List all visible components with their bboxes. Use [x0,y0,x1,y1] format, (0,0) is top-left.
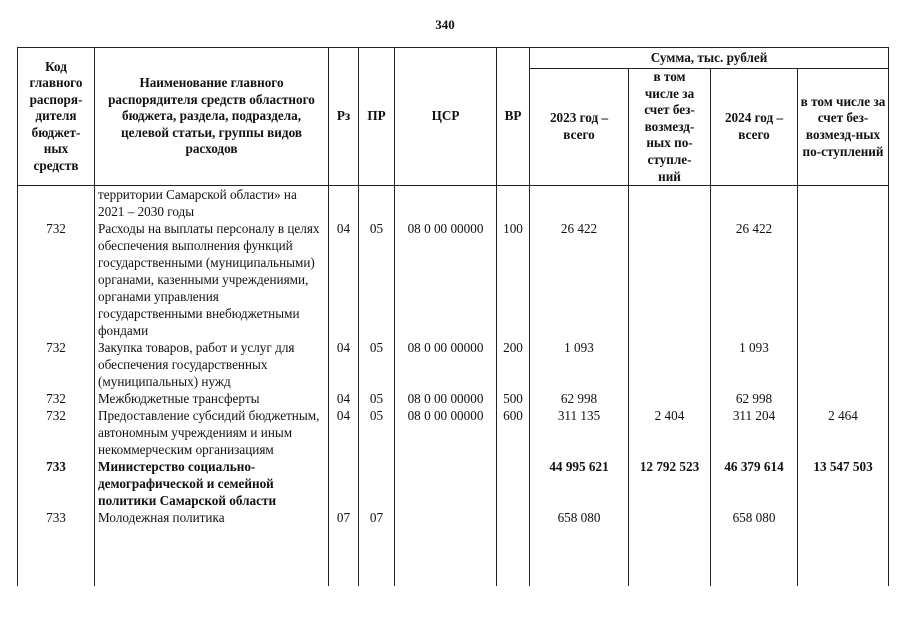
row-2023-total: 26 422 [530,220,629,339]
budget-table [17,47,889,586]
row-2024-free [798,339,889,390]
filler-cell [95,526,329,586]
filler-cell [798,526,889,586]
row-2023-free [629,390,711,407]
row-name: Предоставление субсидий бюджетным, автономным учреждениям и иным некоммерческим организациям [95,407,329,458]
row-rz: 07 [329,509,359,526]
row-pr: 05 [359,390,395,407]
filler-cell [711,526,798,586]
table-row [18,220,889,339]
row-csr [395,186,497,221]
row-2023-total: 1 093 [530,339,629,390]
row-2023-total [530,186,629,221]
row-2023-total: 44 995 621 [530,458,629,509]
row-2024-free: 13 547 503 [798,458,889,509]
row-vr: 100 [497,220,530,339]
table-body [18,186,889,587]
row-csr: 08 0 00 00000 [395,220,497,339]
row-pr: 05 [359,407,395,458]
row-name: Закупка товаров, работ и услуг для обеспечения государственных (муниципальных) нужд [95,339,329,390]
filler-cell [329,526,359,586]
page-number: 340 [435,17,455,32]
row-2024-total: 46 379 614 [711,458,798,509]
row-2024-total: 26 422 [711,220,798,339]
row-code [18,186,95,221]
row-2023-free [629,509,711,526]
header-2024-total: 2024 год – всего [711,69,798,186]
row-vr [497,509,530,526]
filler-cell [497,526,530,586]
header-rz: Рз [329,48,359,186]
header-sum-title: Сумма, тыс. рублей [530,48,889,69]
header-code: Код главного распоря-дителя бюджет-ных средств [18,48,95,186]
row-vr: 600 [497,407,530,458]
row-rz [329,186,359,221]
header-csr: ЦСР [395,48,497,186]
row-vr: 500 [497,390,530,407]
filler-cell [629,526,711,586]
row-csr: 08 0 00 00000 [395,390,497,407]
row-rz: 04 [329,339,359,390]
row-rz: 04 [329,220,359,339]
row-csr [395,458,497,509]
table-row [18,458,889,509]
row-name: территории Самарской области» на 2021 – 2030 годы [95,186,329,221]
row-2024-free [798,390,889,407]
row-code: 732 [18,220,95,339]
filler-cell [359,526,395,586]
header-pr: ПР [359,48,395,186]
table-row [18,339,889,390]
row-pr: 05 [359,339,395,390]
row-vr: 200 [497,339,530,390]
row-vr [497,186,530,221]
row-2023-free [629,339,711,390]
row-2023-free [629,220,711,339]
header-2023-total: 2023 год – всего [530,69,629,186]
row-2024-total: 1 093 [711,339,798,390]
row-2024-free [798,509,889,526]
row-csr: 08 0 00 00000 [395,407,497,458]
row-code: 733 [18,509,95,526]
row-pr [359,458,395,509]
table-filler-row [18,526,889,586]
row-pr: 07 [359,509,395,526]
row-2024-free [798,186,889,221]
header-2024-free: в том числе за счет без-возмезд-ных по-ступлений [798,69,889,186]
row-rz: 04 [329,390,359,407]
header-vr: ВР [497,48,530,186]
row-2024-free: 2 464 [798,407,889,458]
filler-cell [530,526,629,586]
table-row [18,186,889,221]
row-csr [395,509,497,526]
row-2023-free [629,186,711,221]
row-pr: 05 [359,220,395,339]
row-rz [329,458,359,509]
row-csr: 08 0 00 00000 [395,339,497,390]
table-row [18,390,889,407]
row-2024-total [711,186,798,221]
row-vr [497,458,530,509]
row-2024-free [798,220,889,339]
row-2023-free: 2 404 [629,407,711,458]
table-row [18,509,889,526]
row-2024-total: 658 080 [711,509,798,526]
row-name: Министерство социально-демографической и семейной политики Самарской области [95,458,329,509]
table-row [18,407,889,458]
filler-cell [18,526,95,586]
row-2023-total: 62 998 [530,390,629,407]
row-code: 733 [18,458,95,509]
header-name: Наименование главного распорядителя средств областного бюджета, раздела, подраздела, целевой статьи, группы видов расходов [95,48,329,186]
row-code: 732 [18,407,95,458]
row-2023-free: 12 792 523 [629,458,711,509]
row-2023-total: 658 080 [530,509,629,526]
row-name: Молодежная политика [95,509,329,526]
row-2023-total: 311 135 [530,407,629,458]
row-2024-total: 311 204 [711,407,798,458]
row-code: 732 [18,390,95,407]
row-code: 732 [18,339,95,390]
row-pr [359,186,395,221]
header-2023-free: в том числе за счет без-возмезд-ных по-ступле-ний [629,69,711,186]
row-2024-total: 62 998 [711,390,798,407]
filler-cell [395,526,497,586]
row-name: Расходы на выплаты персоналу в целях обеспечения выполнения функций государственными (муниципальными) органами, казенными учреждениями, органами управления государственными внебюджетными фондами [95,220,329,339]
row-rz: 04 [329,407,359,458]
row-name: Межбюджетные трансферты [95,390,329,407]
